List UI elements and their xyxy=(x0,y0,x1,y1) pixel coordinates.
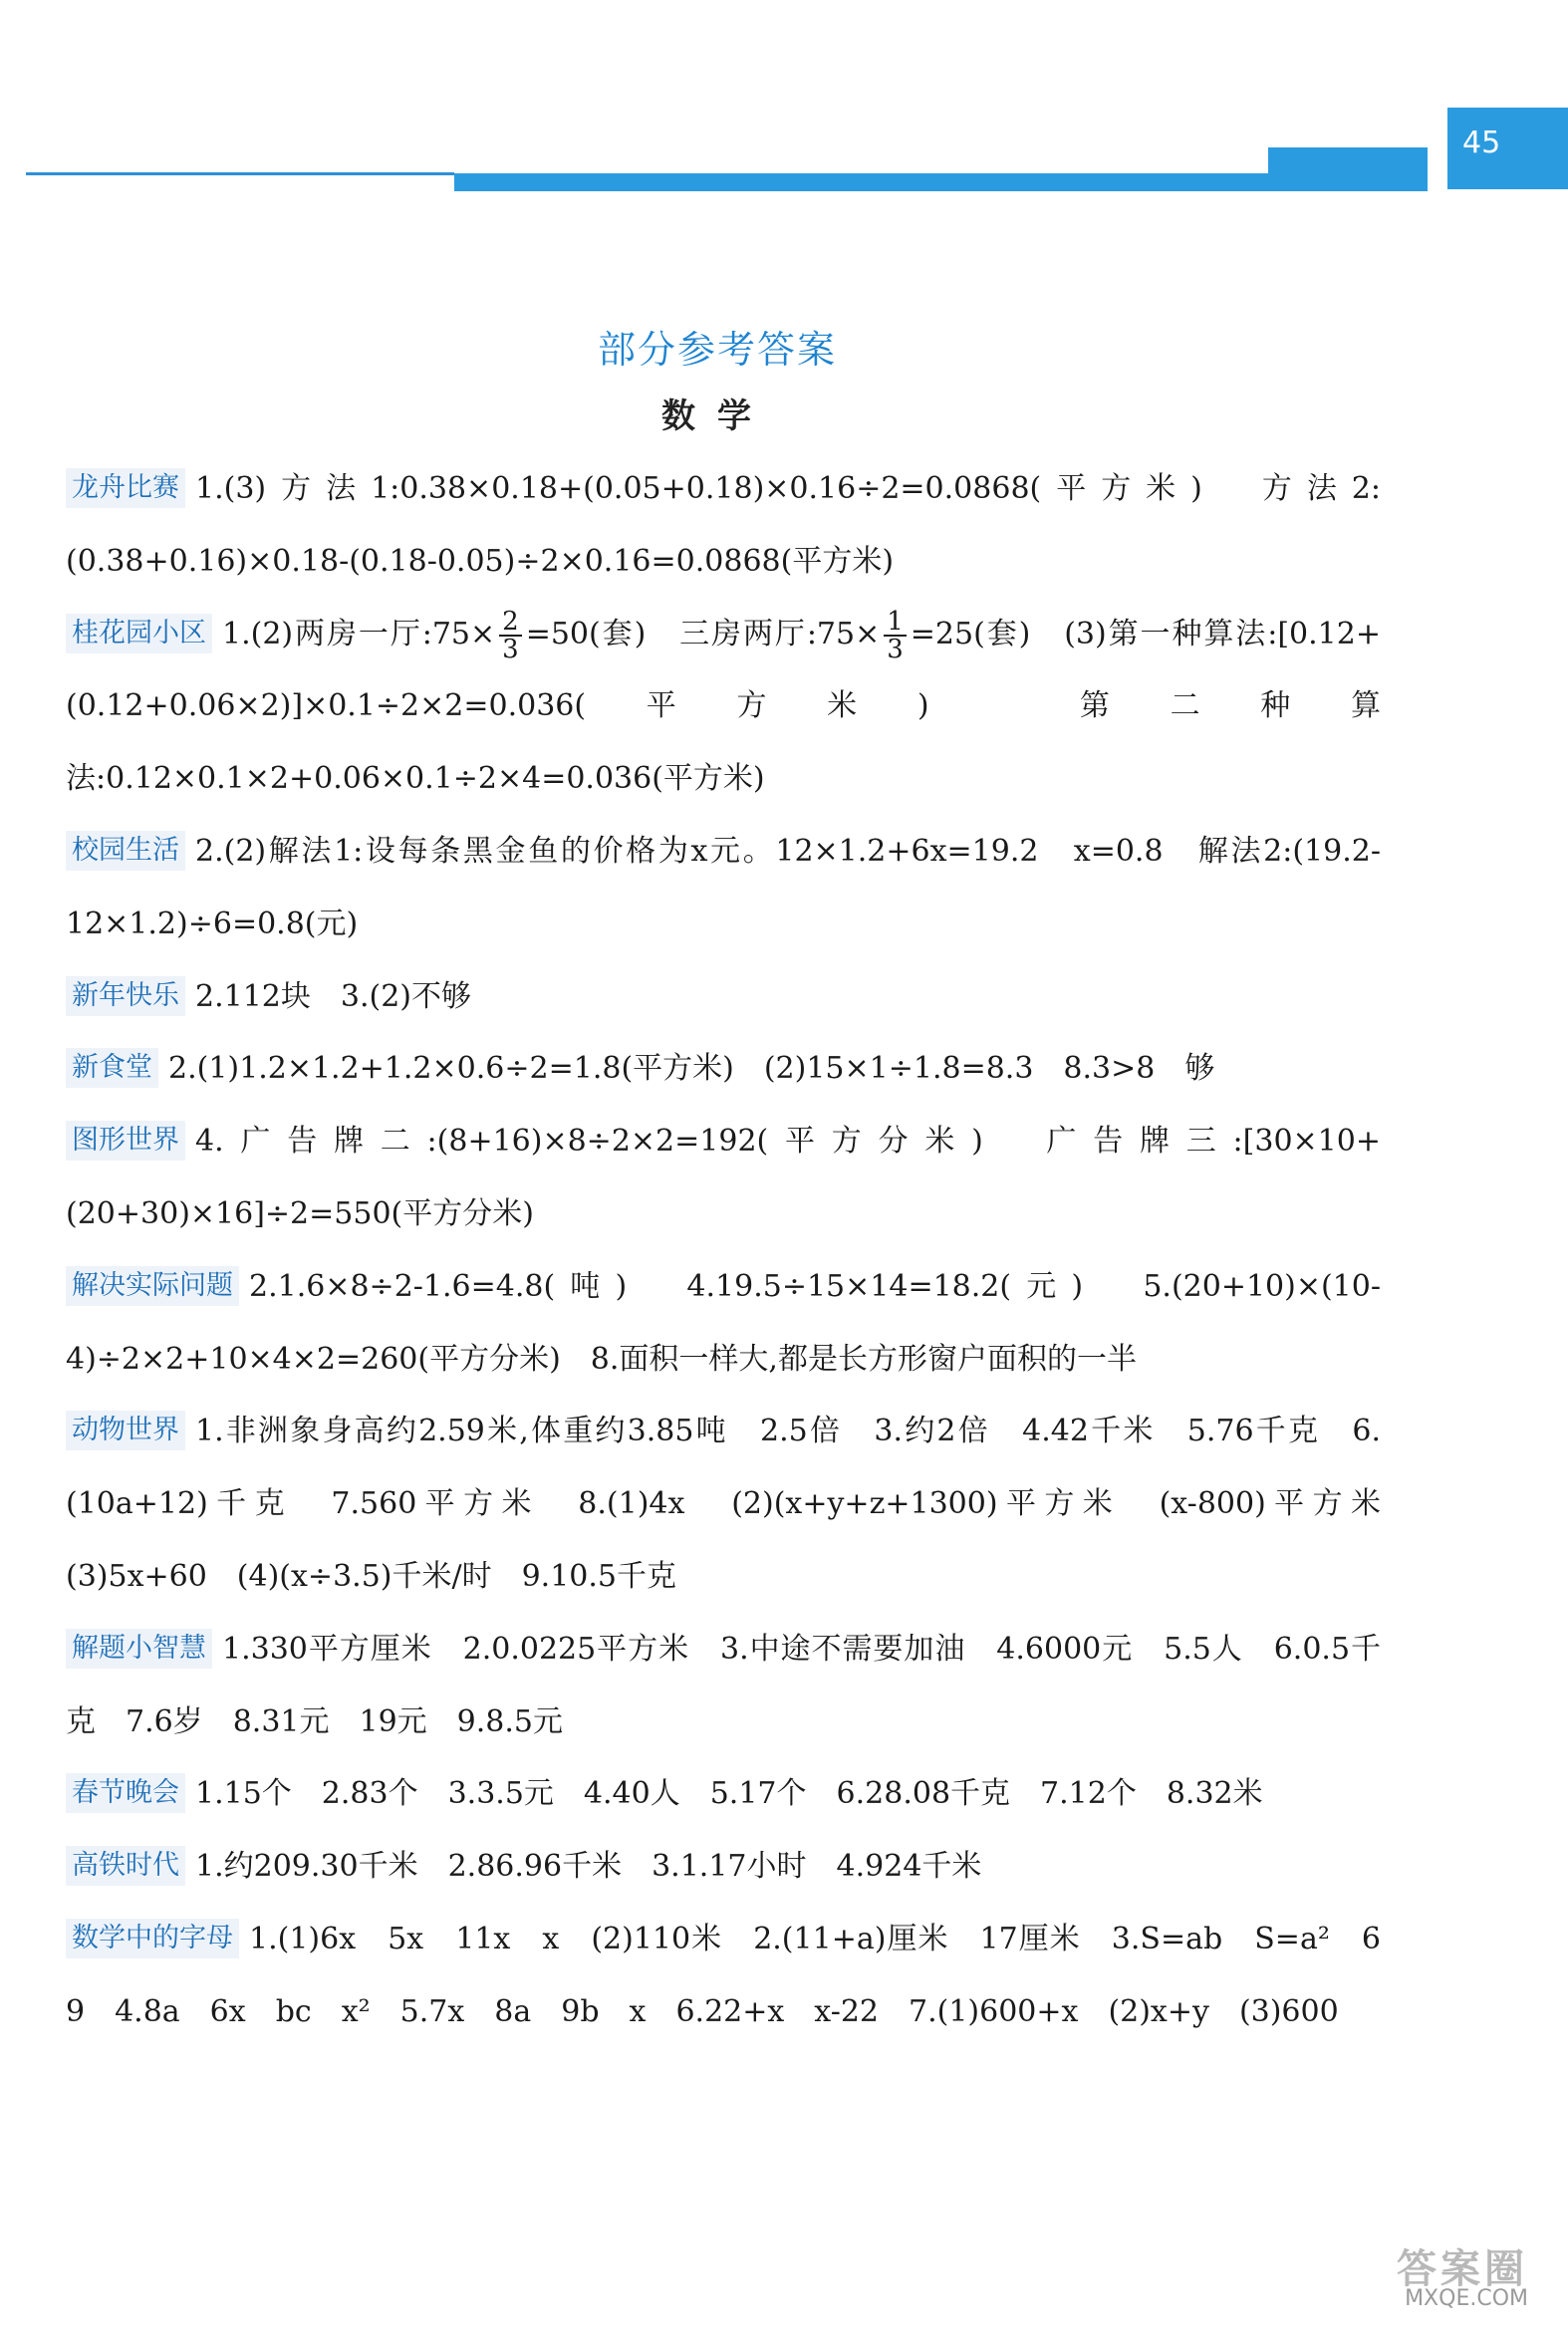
answer-section xyxy=(66,816,1381,961)
fraction xyxy=(884,606,907,664)
answer-text: =50(套) 三房两厅:75× xyxy=(525,616,881,651)
section-tag: 龙舟比赛 xyxy=(66,468,185,508)
answer-text: 1.15个 2.83个 3.3.5元 4.40人 5.17个 6.28.08千克 7.12个 8.32米 xyxy=(195,1776,1263,1812)
answer-list xyxy=(66,453,1411,2049)
page-number: 45 xyxy=(1462,126,1501,160)
watermark xyxy=(1397,2246,1528,2314)
section-tag: 校园生活 xyxy=(66,831,185,871)
answer-section xyxy=(66,1106,1381,1251)
watermark-url: MXQE.COM xyxy=(1405,2286,1528,2311)
answer-text: 1.约209.30千米 2.86.96千米 3.1.17小时 4.924千米 xyxy=(195,1849,982,1885)
section-tag: 高铁时代 xyxy=(66,1846,185,1886)
answer-text: 1.(2)两房一厅:75× xyxy=(222,616,496,651)
answer-section xyxy=(66,1033,1381,1106)
answer-section xyxy=(66,1904,1411,2049)
answer-section xyxy=(66,1831,1381,1904)
answer-section xyxy=(66,1758,1381,1831)
answer-text: 2.(2)解法1:设每条黑金鱼的价格为x元。12×1.2+6x=19.2 x=0.8 解法2:(19.2-12×1.2)÷6=0.8(元) xyxy=(66,833,1381,941)
watermark-logo: 答案圈 xyxy=(1397,2246,1528,2292)
header-bar-step xyxy=(1268,147,1428,191)
section-tag: 图形世界 xyxy=(66,1121,185,1161)
answer-text: =25(套) (3)第一种算法:[0.12+(0.12+0.06×2)]×0.1÷2×2=0.036(平方米) 第二种算法:0.12×0.1×2+0.06×0.1÷2×4=0.036(平方米) xyxy=(66,616,1381,797)
answer-text: 2.1.6×8÷2-1.6=4.8(吨) 4.19.5÷15×14=18.2(元) 5.(20+10)×(10-4)÷2×2+10×4×2=260(平方分米) 8.面积一样大,都是长方形窗户面积的一半 xyxy=(66,1268,1381,1377)
answer-text: 1.330平方厘米 2.0.0225平方米 3.中途不需要加油 4.6000元 5.5人 6.0.5千克 7.6岁 8.31元 19元 9.8.5元 xyxy=(66,1631,1381,1739)
section-tag: 新年快乐 xyxy=(66,976,185,1016)
section-tag: 动物世界 xyxy=(66,1411,185,1450)
section-tag: 解题小智慧 xyxy=(66,1629,212,1669)
page-title: 部分参考答案 xyxy=(597,328,837,372)
answer-text: 2.112块 3.(2)不够 xyxy=(195,978,472,1014)
section-tag: 新食堂 xyxy=(66,1048,158,1088)
section-tag: 数学中的字母 xyxy=(66,1919,239,1958)
answer-section xyxy=(66,1396,1411,1613)
answer-section xyxy=(66,1251,1381,1397)
answer-text: 1.(3)方法1:0.38×0.18+(0.05+0.18)×0.16÷2=0.0868(平方米) 方法2:(0.38+0.16)×0.18-(0.18-0.05)÷2×0.16=0.0868(平方米) xyxy=(66,471,1381,579)
answer-text: 2.(1)1.2×1.2+1.2×0.6÷2=1.8(平方米) (2)15×1÷1.8=8.3 8.3>8 够 xyxy=(168,1051,1215,1087)
header-rule xyxy=(26,172,454,175)
answer-section xyxy=(66,961,1381,1034)
subject-heading: 数学 xyxy=(661,396,773,436)
answer-text: 4.广告牌二:(8+16)×8÷2×2=192(平方分米) 广告牌三:[30×10+(20+30)×16]÷2=550(平方分米) xyxy=(66,1124,1381,1231)
answer-section xyxy=(66,1614,1381,1759)
fraction-numerator: 2 xyxy=(499,609,522,637)
answer-text: 1.(1)6x 5x 11x x (2)110米 2.(11+a)厘米 17厘米 3.S=ab S=a² 6 9 4.8a 6x bc x² 5.7x 8a 9b x 6.22+x x-22 7.(1)600+x (2)x+y (3)600 xyxy=(66,1921,1411,2029)
fraction-denominator: 3 xyxy=(502,634,519,664)
section-tag: 解决实际问题 xyxy=(66,1266,239,1306)
fraction-numerator: 1 xyxy=(884,609,907,637)
section-tag: 桂花园小区 xyxy=(66,614,212,653)
answer-section xyxy=(66,453,1381,599)
section-tag: 春节晚会 xyxy=(66,1773,185,1813)
fraction xyxy=(499,606,522,664)
answer-section xyxy=(66,599,1381,816)
answer-text: 1.非洲象身高约2.59米,体重约3.85吨 2.5倍 3.约2倍 4.42千米 5.76千克 6.(10a+12)千克 7.560平方米 8.(1)4x (2)(x+y+z+1300)平方米 (x-800)平方米 (3)5x+60 (4)(x÷3.5)千米/时 9.10.5千克 xyxy=(66,1414,1411,1594)
fraction-denominator: 3 xyxy=(887,634,904,664)
